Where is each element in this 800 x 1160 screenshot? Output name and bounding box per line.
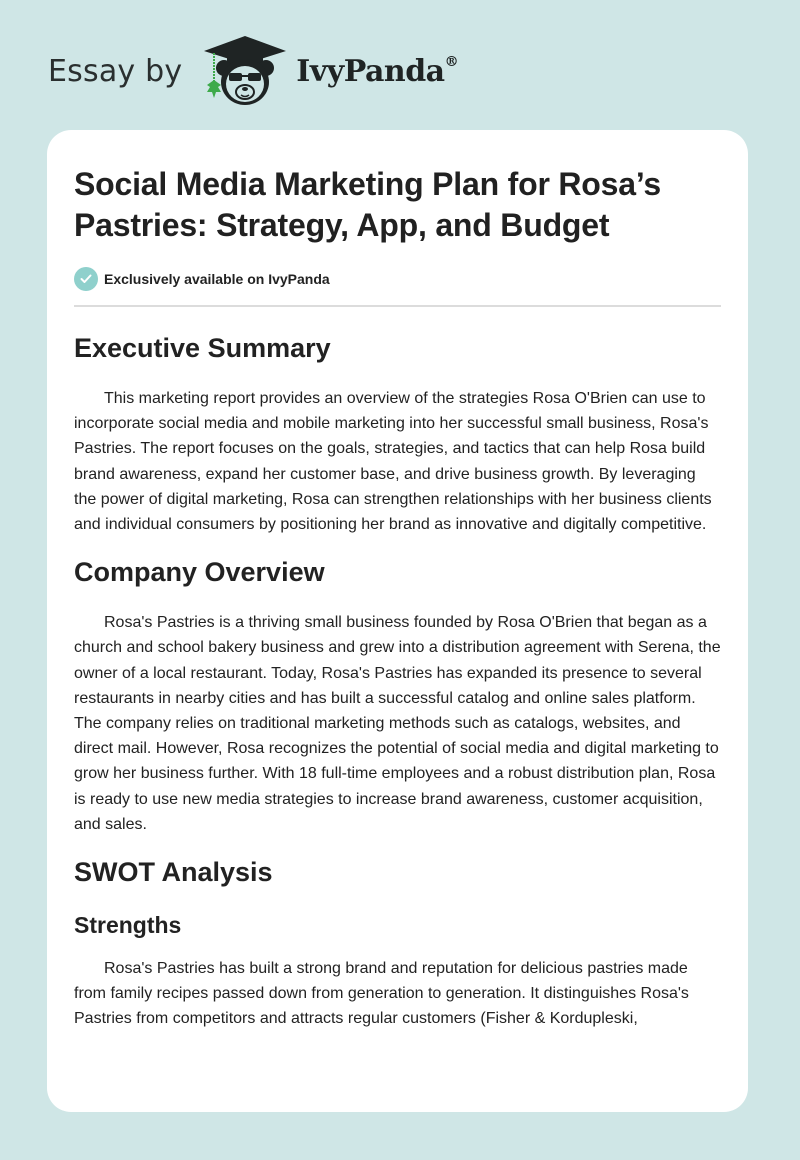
- panda-graduate-icon[interactable]: [200, 34, 290, 108]
- subsection-heading: Strengths: [74, 912, 182, 939]
- check-circle-icon: [74, 267, 98, 291]
- section-heading: SWOT Analysis: [74, 857, 273, 888]
- section-heading: Company Overview: [74, 557, 325, 588]
- title-divider: [74, 305, 721, 307]
- section-paragraph: Rosa's Pastries has built a strong brand and reputation for delicious pastries made from family recipes passed down from generation to generation. It distinguishes Rosa's Pastries from competitors and attracts regular customers (Fisher & Kordupleski,: [74, 960, 689, 1028]
- section-paragraph: This marketing report provides an overview of the strategies Rosa O'Brien can use to incorporate social media and mobile marketing into her successful small business, Rosa's Pastries. The report focuses on the goals, strategies, and tactics that can help Rosa build brand awareness, expand her customer base, and drive business growth. By leveraging the power of digital marketing, Rosa can strengthen relationships with her business clients and individual consumers by positioning her brand as innovative and digitally competitive.: [74, 390, 712, 534]
- essay-by-label: Essay by: [48, 53, 183, 89]
- site-header: [48, 34, 458, 108]
- essay-card: [47, 130, 748, 1112]
- section-swot-analysis: [74, 855, 721, 889]
- brand-name[interactable]: IvyPanda®: [296, 53, 459, 89]
- section-strengths: [74, 910, 721, 1032]
- page-title: Social Media Marketing Plan for Rosa’s Pastries: Strategy, App, and Budget: [74, 166, 661, 243]
- section-company-overview: [74, 555, 721, 837]
- section-heading: Executive Summary: [74, 333, 331, 363]
- section-paragraph: Rosa's Pastries is a thriving small business founded by Rosa O'Brien that began as a church and school bakery business and grew into a distribution agreement with Serena, the owner of a local restaurant. Today, Rosa's Pastries has expanded its presence to several restaurants in nearby cities and has built a successful catalog and online sales platform. The company relies on traditional marketing methods such as catalogs, websites, and direct mail. However, Rosa recognizes the potential of social media and digital marketing to grow her business further. With 18 full-time employees and a robust distribution plan, Rosa is ready to use new media strategies to increase brand awareness, customer acquisition, and sales.: [74, 614, 721, 833]
- exclusive-badge: [74, 266, 721, 292]
- section-executive-summary: [74, 331, 721, 537]
- exclusive-badge-text: Exclusively available on IvyPanda: [104, 271, 330, 287]
